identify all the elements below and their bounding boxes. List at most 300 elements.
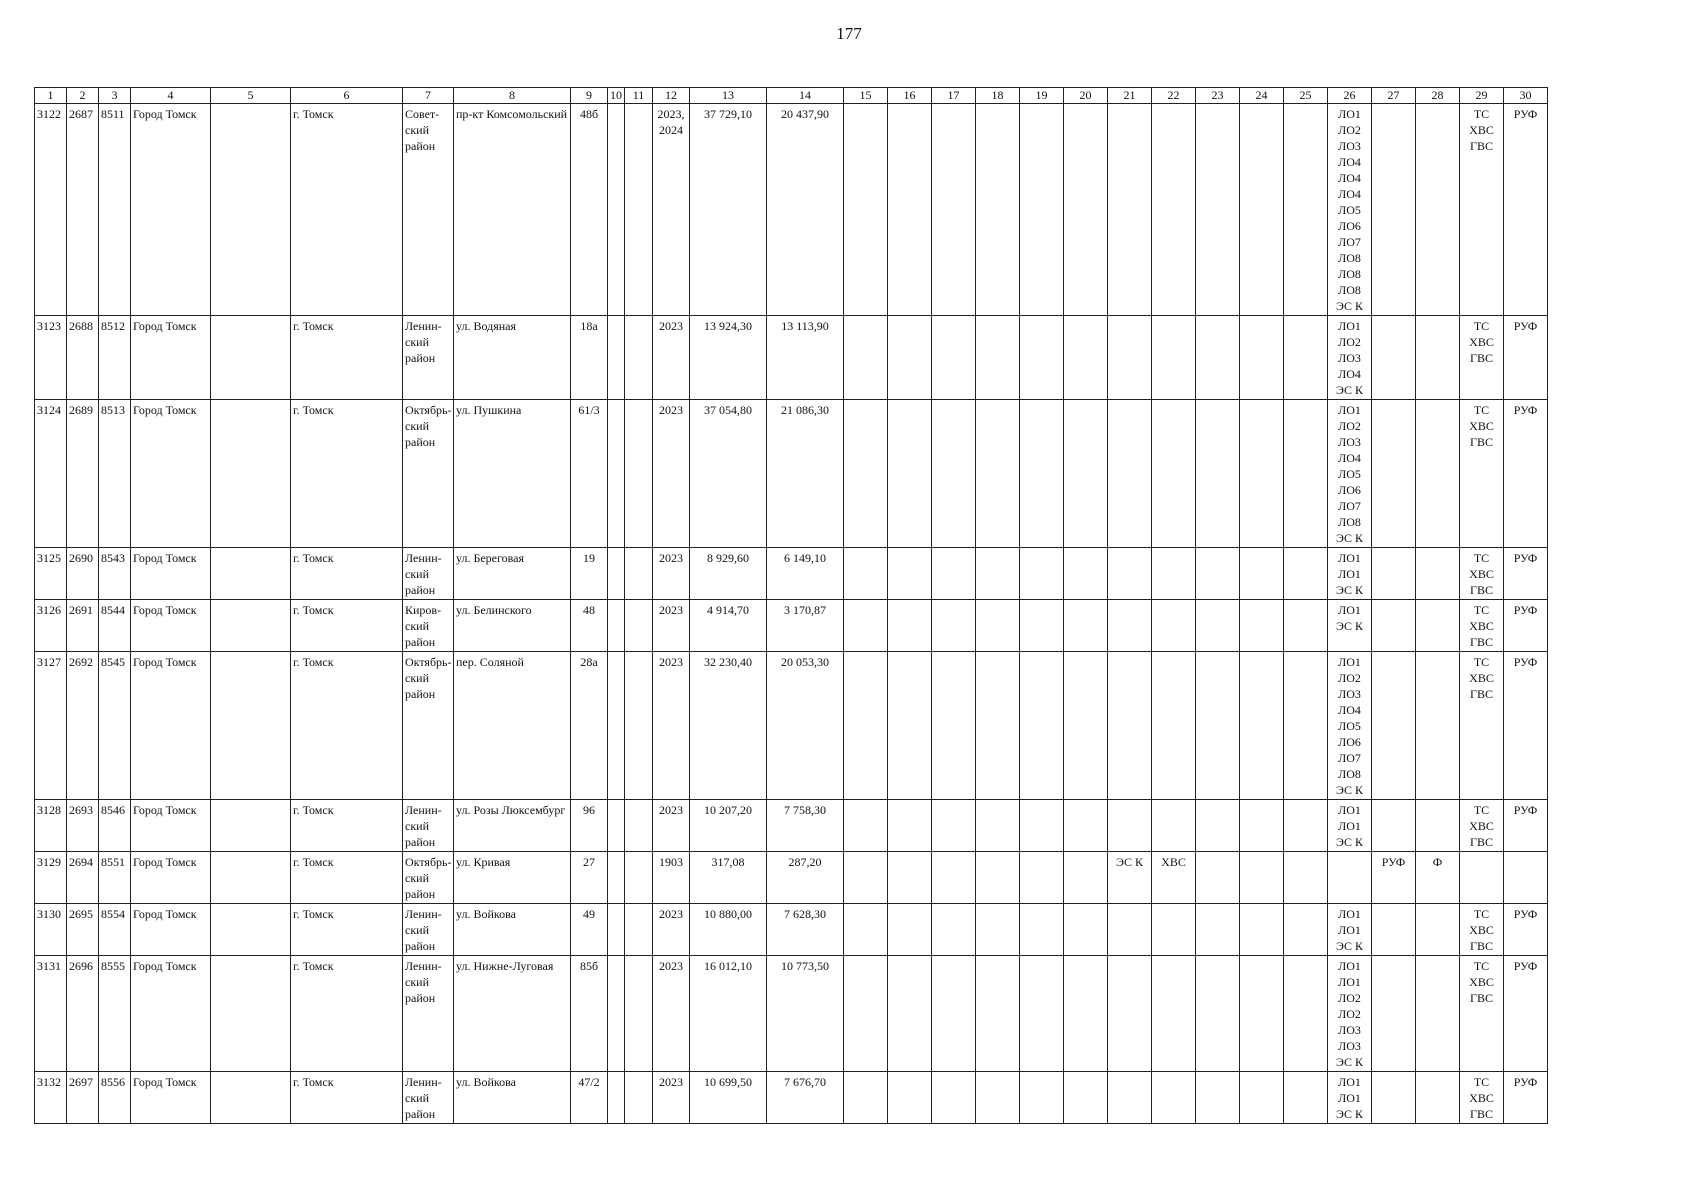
cell-line: ЛО8	[1338, 267, 1361, 281]
cell-line: ЭС К	[1336, 299, 1363, 313]
cell-col-26	[1328, 652, 1372, 800]
cell-col-16	[888, 800, 932, 852]
cell-col-27	[1372, 548, 1416, 600]
cell-col-2: 2697	[67, 1072, 99, 1124]
cell-col-7	[403, 548, 454, 600]
cell-col-26	[1328, 800, 1372, 852]
cell-col-6: г. Томск	[291, 600, 403, 652]
cell-line: ХВС	[1469, 671, 1494, 685]
table-row	[35, 548, 1548, 600]
cell-line: ЛО3	[1338, 1039, 1361, 1053]
cell-col-25	[1284, 400, 1328, 548]
cell-line: район	[405, 351, 436, 365]
cell-col-16	[888, 548, 932, 600]
cell-line: 1903	[659, 855, 683, 869]
cell-line: ТС	[1473, 959, 1490, 973]
cell-col-13: 10 880,00	[690, 904, 767, 956]
cell-line: ский	[405, 123, 429, 137]
cell-col-19	[1020, 316, 1064, 400]
column-number-16: 16	[888, 88, 932, 104]
cell-col-30: РУФ	[1504, 104, 1548, 316]
cell-col-14: 20 053,30	[767, 652, 844, 800]
cell-col-19	[1020, 400, 1064, 548]
column-number-5: 5	[211, 88, 291, 104]
cell-col-16	[888, 400, 932, 548]
cell-col-23	[1196, 800, 1240, 852]
registry-table	[34, 87, 1548, 1124]
cell-col-6: г. Томск	[291, 104, 403, 316]
cell-line: 2023	[659, 907, 683, 921]
cell-col-2: 2696	[67, 956, 99, 1072]
cell-col-18	[976, 548, 1020, 600]
cell-col-28	[1416, 1072, 1460, 1124]
cell-line: ский	[405, 1091, 429, 1105]
cell-line: ЭС К	[1336, 619, 1363, 633]
cell-col-6: г. Томск	[291, 548, 403, 600]
cell-col-2: 2695	[67, 904, 99, 956]
cell-col-14: 21 086,30	[767, 400, 844, 548]
cell-col-25	[1284, 652, 1328, 800]
cell-line: ГВС	[1470, 351, 1493, 365]
cell-line: 2023	[659, 319, 683, 333]
cell-line: ХВС	[1469, 619, 1494, 633]
cell-col-9: 18а	[571, 316, 608, 400]
cell-col-8: ул. Пушкина	[454, 400, 571, 548]
cell-col-27	[1372, 1072, 1416, 1124]
cell-col-1: 3124	[35, 400, 67, 548]
cell-col-22	[1152, 1072, 1196, 1124]
cell-col-15	[844, 316, 888, 400]
cell-line: Ленин-	[405, 1075, 442, 1089]
cell-col-13: 4 914,70	[690, 600, 767, 652]
cell-col-26	[1328, 104, 1372, 316]
cell-col-25	[1284, 800, 1328, 852]
cell-line: ЛО1	[1338, 551, 1361, 565]
cell-col-23	[1196, 104, 1240, 316]
cell-col-7	[403, 956, 454, 1072]
cell-col-21	[1108, 548, 1152, 600]
cell-col-28	[1416, 104, 1460, 316]
cell-line: ХВС	[1469, 819, 1494, 833]
cell-col-24	[1240, 956, 1284, 1072]
cell-col-12	[653, 104, 690, 316]
column-number-22: 22	[1152, 88, 1196, 104]
cell-col-21: ЭС К	[1108, 852, 1152, 904]
cell-line: район	[405, 139, 436, 153]
cell-line: Ленин-	[405, 803, 442, 817]
cell-col-6: г. Томск	[291, 956, 403, 1072]
cell-col-12	[653, 548, 690, 600]
cell-line: район	[405, 887, 436, 901]
cell-line: ЛО7	[1338, 499, 1361, 513]
cell-line: ЛО1	[1338, 655, 1361, 669]
cell-line: ГВС	[1470, 635, 1493, 649]
cell-line: ХВС	[1469, 567, 1494, 581]
cell-col-5	[211, 904, 291, 956]
cell-col-8: ул. Нижне-Луговая	[454, 956, 571, 1072]
column-number-28: 28	[1416, 88, 1460, 104]
cell-col-8: ул. Водяная	[454, 316, 571, 400]
cell-line: ХВС	[1469, 1091, 1494, 1105]
cell-col-25	[1284, 548, 1328, 600]
column-number-18: 18	[976, 88, 1020, 104]
cell-col-23	[1196, 600, 1240, 652]
cell-col-17	[932, 600, 976, 652]
table-body	[35, 104, 1548, 1124]
cell-col-12	[653, 904, 690, 956]
cell-col-28: Ф	[1416, 852, 1460, 904]
table-row	[35, 104, 1548, 316]
page-number: 177	[836, 24, 862, 43]
cell-col-11	[625, 104, 653, 316]
cell-col-11	[625, 316, 653, 400]
table-row	[35, 852, 1548, 904]
cell-col-23	[1196, 652, 1240, 800]
cell-col-6: г. Томск	[291, 1072, 403, 1124]
cell-col-29	[1460, 600, 1504, 652]
cell-col-25	[1284, 852, 1328, 904]
cell-line: Ленин-	[405, 959, 442, 973]
cell-col-20	[1064, 400, 1108, 548]
cell-col-24	[1240, 1072, 1284, 1124]
cell-col-4: Город Томск	[131, 316, 211, 400]
cell-col-4: Город Томск	[131, 600, 211, 652]
cell-line: ЛО1	[1338, 107, 1361, 121]
cell-line: ЛО4	[1338, 367, 1361, 381]
cell-col-1: 3131	[35, 956, 67, 1072]
cell-col-25	[1284, 1072, 1328, 1124]
cell-line: ЛО2	[1338, 419, 1361, 433]
cell-col-21	[1108, 1072, 1152, 1124]
cell-col-8: ул. Войкова	[454, 904, 571, 956]
cell-col-3: 8551	[99, 852, 131, 904]
cell-col-12	[653, 316, 690, 400]
cell-col-12	[653, 600, 690, 652]
cell-col-9: 48б	[571, 104, 608, 316]
cell-line: ский	[405, 567, 429, 581]
cell-col-9: 48	[571, 600, 608, 652]
cell-line: ТС	[1473, 319, 1490, 333]
cell-col-22	[1152, 652, 1196, 800]
cell-col-13: 317,08	[690, 852, 767, 904]
cell-line: ЛО1	[1338, 567, 1361, 581]
cell-col-20	[1064, 652, 1108, 800]
cell-col-28	[1416, 956, 1460, 1072]
cell-line: ТС	[1473, 107, 1490, 121]
cell-line: Октябрь-	[405, 655, 452, 669]
cell-col-3: 8546	[99, 800, 131, 852]
cell-line: ЛО4	[1338, 155, 1361, 169]
cell-line: ЛО2	[1338, 1007, 1361, 1021]
cell-line: ЛО4	[1338, 703, 1361, 717]
cell-col-9: 61/3	[571, 400, 608, 548]
cell-col-24	[1240, 904, 1284, 956]
cell-col-18	[976, 904, 1020, 956]
cell-col-14: 20 437,90	[767, 104, 844, 316]
column-number-17: 17	[932, 88, 976, 104]
cell-col-3: 8511	[99, 104, 131, 316]
cell-line: ТС	[1473, 403, 1490, 417]
cell-col-28	[1416, 600, 1460, 652]
cell-line: район	[405, 687, 436, 701]
cell-col-23	[1196, 316, 1240, 400]
cell-col-13: 16 012,10	[690, 956, 767, 1072]
cell-col-29	[1460, 400, 1504, 548]
cell-line: ЭС К	[1336, 939, 1363, 953]
cell-col-28	[1416, 904, 1460, 956]
cell-line: 2023	[659, 803, 683, 817]
cell-col-17	[932, 852, 976, 904]
table-row	[35, 400, 1548, 548]
cell-col-14: 10 773,50	[767, 956, 844, 1072]
cell-col-6: г. Томск	[291, 800, 403, 852]
column-number-23: 23	[1196, 88, 1240, 104]
column-number-6: 6	[291, 88, 403, 104]
cell-line: ЛО1	[1338, 975, 1361, 989]
cell-line: ЛО3	[1338, 351, 1361, 365]
cell-col-1: 3123	[35, 316, 67, 400]
cell-col-23	[1196, 548, 1240, 600]
cell-col-7	[403, 316, 454, 400]
cell-col-29	[1460, 956, 1504, 1072]
cell-col-7	[403, 600, 454, 652]
cell-col-4: Город Томск	[131, 548, 211, 600]
cell-line: ский	[405, 419, 429, 433]
cell-col-27	[1372, 904, 1416, 956]
column-number-24: 24	[1240, 88, 1284, 104]
cell-col-19	[1020, 800, 1064, 852]
cell-col-16	[888, 600, 932, 652]
cell-col-29	[1460, 104, 1504, 316]
cell-line: ЛО5	[1338, 719, 1361, 733]
cell-col-2: 2688	[67, 316, 99, 400]
cell-col-3: 8544	[99, 600, 131, 652]
cell-line: 2023	[659, 403, 683, 417]
cell-col-8: пр-кт Комсомольский	[454, 104, 571, 316]
cell-line: ский	[405, 671, 429, 685]
cell-col-30: РУФ	[1504, 548, 1548, 600]
cell-line: ЛО2	[1338, 123, 1361, 137]
cell-col-19	[1020, 956, 1064, 1072]
cell-line: ГВС	[1470, 583, 1493, 597]
cell-line: район	[405, 1107, 436, 1121]
cell-col-7	[403, 852, 454, 904]
cell-col-2: 2689	[67, 400, 99, 548]
cell-col-8: пер. Соляной	[454, 652, 571, 800]
cell-line: ГВС	[1470, 991, 1493, 1005]
cell-col-30: РУФ	[1504, 1072, 1548, 1124]
cell-col-26	[1328, 316, 1372, 400]
cell-col-21	[1108, 956, 1152, 1072]
cell-col-9: 19	[571, 548, 608, 600]
cell-col-10	[608, 316, 625, 400]
cell-col-25	[1284, 316, 1328, 400]
cell-col-11	[625, 800, 653, 852]
cell-line: 2023	[659, 1075, 683, 1089]
cell-col-26	[1328, 904, 1372, 956]
cell-col-22	[1152, 548, 1196, 600]
cell-col-20	[1064, 956, 1108, 1072]
cell-line: ЛО4	[1338, 171, 1361, 185]
cell-col-4: Город Томск	[131, 400, 211, 548]
cell-line: ский	[405, 975, 429, 989]
cell-line: Октябрь-	[405, 403, 452, 417]
cell-col-28	[1416, 652, 1460, 800]
cell-col-26	[1328, 956, 1372, 1072]
cell-col-11	[625, 904, 653, 956]
cell-col-15	[844, 956, 888, 1072]
cell-col-11	[625, 1072, 653, 1124]
cell-col-24	[1240, 852, 1284, 904]
cell-col-26	[1328, 600, 1372, 652]
cell-col-20	[1064, 316, 1108, 400]
cell-col-3: 8543	[99, 548, 131, 600]
cell-col-4: Город Томск	[131, 904, 211, 956]
cell-line: ЭС К	[1336, 835, 1363, 849]
cell-col-5	[211, 316, 291, 400]
column-number-2: 2	[67, 88, 99, 104]
cell-line: ТС	[1473, 1075, 1490, 1089]
column-number-4: 4	[131, 88, 211, 104]
cell-col-5	[211, 548, 291, 600]
cell-col-29	[1460, 904, 1504, 956]
cell-col-1: 3130	[35, 904, 67, 956]
cell-col-12	[653, 852, 690, 904]
cell-col-15	[844, 800, 888, 852]
cell-col-21	[1108, 800, 1152, 852]
cell-col-30: РУФ	[1504, 800, 1548, 852]
cell-col-19	[1020, 904, 1064, 956]
cell-col-20	[1064, 904, 1108, 956]
cell-col-29	[1460, 800, 1504, 852]
cell-col-16	[888, 956, 932, 1072]
cell-col-17	[932, 652, 976, 800]
cell-line: 2024	[659, 123, 683, 137]
cell-col-1: 3128	[35, 800, 67, 852]
cell-col-18	[976, 1072, 1020, 1124]
cell-col-17	[932, 956, 976, 1072]
cell-col-9: 49	[571, 904, 608, 956]
cell-col-27	[1372, 652, 1416, 800]
cell-col-11	[625, 852, 653, 904]
column-number-10: 10	[608, 88, 625, 104]
cell-line: ЛО7	[1338, 235, 1361, 249]
cell-col-5	[211, 800, 291, 852]
cell-col-12	[653, 400, 690, 548]
cell-col-13: 10 699,50	[690, 1072, 767, 1124]
cell-col-5	[211, 400, 291, 548]
cell-col-29	[1460, 316, 1504, 400]
cell-col-23	[1196, 1072, 1240, 1124]
cell-line: ЛО2	[1338, 335, 1361, 349]
cell-line: ЛО1	[1338, 907, 1361, 921]
cell-line: 2023	[659, 655, 683, 669]
cell-col-14: 6 149,10	[767, 548, 844, 600]
cell-col-29	[1460, 1072, 1504, 1124]
cell-line: Киров-	[405, 603, 442, 617]
cell-line: ЭС К	[1336, 531, 1363, 545]
cell-col-22	[1152, 316, 1196, 400]
cell-line: ЭС К	[1336, 1055, 1363, 1069]
cell-col-3: 8512	[99, 316, 131, 400]
cell-line: ЛО4	[1338, 187, 1361, 201]
column-number-8: 8	[454, 88, 571, 104]
cell-line: ХВС	[1469, 419, 1494, 433]
cell-col-13: 32 230,40	[690, 652, 767, 800]
cell-line: Ленин-	[405, 319, 442, 333]
cell-line: ГВС	[1470, 139, 1493, 153]
cell-col-6: г. Томск	[291, 400, 403, 548]
cell-col-18	[976, 956, 1020, 1072]
cell-line: ГВС	[1470, 939, 1493, 953]
cell-line: ГВС	[1470, 835, 1493, 849]
cell-line: ЛО3	[1338, 139, 1361, 153]
cell-col-17	[932, 904, 976, 956]
cell-col-23	[1196, 956, 1240, 1072]
cell-col-10	[608, 548, 625, 600]
cell-col-15	[844, 904, 888, 956]
cell-col-29	[1460, 548, 1504, 600]
cell-col-4: Город Томск	[131, 104, 211, 316]
cell-line: район	[405, 835, 436, 849]
column-number-15: 15	[844, 88, 888, 104]
cell-col-5	[211, 1072, 291, 1124]
cell-col-6: г. Томск	[291, 852, 403, 904]
cell-line: ЭС К	[1336, 583, 1363, 597]
cell-col-10	[608, 1072, 625, 1124]
cell-col-11	[625, 548, 653, 600]
cell-line: 2023,	[657, 107, 685, 121]
cell-line: ЛО1	[1338, 959, 1361, 973]
table-row	[35, 1072, 1548, 1124]
table-row	[35, 904, 1548, 956]
cell-col-1: 3132	[35, 1072, 67, 1124]
cell-line: ский	[405, 335, 429, 349]
cell-col-27	[1372, 400, 1416, 548]
cell-line: ЛО1	[1338, 403, 1361, 417]
cell-line: ЛО8	[1338, 251, 1361, 265]
cell-col-18	[976, 852, 1020, 904]
cell-col-3: 8555	[99, 956, 131, 1072]
cell-col-19	[1020, 548, 1064, 600]
cell-col-22	[1152, 104, 1196, 316]
cell-line: ский	[405, 923, 429, 937]
cell-col-9: 47/2	[571, 1072, 608, 1124]
column-number-20: 20	[1064, 88, 1108, 104]
table-row	[35, 600, 1548, 652]
column-number-25: 25	[1284, 88, 1328, 104]
cell-col-4: Город Томск	[131, 956, 211, 1072]
cell-line: ЛО8	[1338, 283, 1361, 297]
column-number-14: 14	[767, 88, 844, 104]
cell-col-12	[653, 800, 690, 852]
cell-col-1: 3122	[35, 104, 67, 316]
cell-line: ЛО1	[1338, 319, 1361, 333]
cell-col-15	[844, 652, 888, 800]
cell-col-20	[1064, 800, 1108, 852]
cell-line: ЭС К	[1336, 383, 1363, 397]
cell-line: ский	[405, 871, 429, 885]
cell-col-3: 8554	[99, 904, 131, 956]
cell-col-23	[1196, 904, 1240, 956]
cell-line: ЛО3	[1338, 435, 1361, 449]
cell-col-19	[1020, 1072, 1064, 1124]
cell-col-10	[608, 400, 625, 548]
cell-col-2: 2693	[67, 800, 99, 852]
cell-col-22: ХВС	[1152, 852, 1196, 904]
cell-line: ЛО6	[1338, 219, 1361, 233]
cell-col-18	[976, 400, 1020, 548]
